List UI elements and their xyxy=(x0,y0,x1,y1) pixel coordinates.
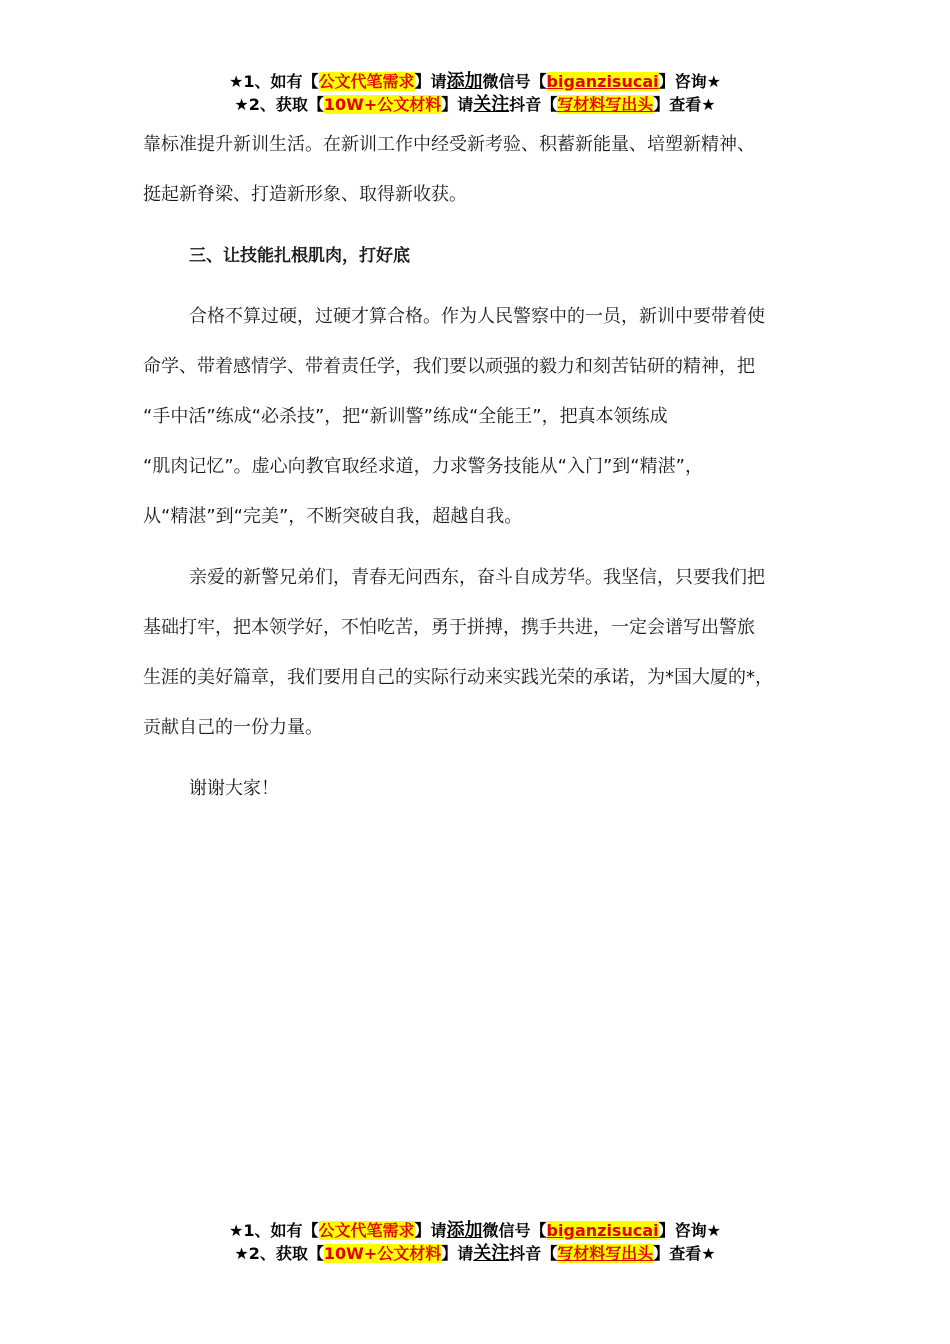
paragraph-line: 贡献自己的一份力量。 xyxy=(143,717,323,738)
banner-text: 】请 xyxy=(441,95,474,114)
header-banner xyxy=(0,70,950,116)
banner-line-2 xyxy=(0,93,950,116)
banner-text: 抖音【 xyxy=(509,95,558,114)
paragraph-line: 挺起新脊梁、打造新形象、取得新收获。 xyxy=(143,184,467,205)
banner-wechat-id: biganzisucai xyxy=(546,72,659,91)
paragraph-line: 亲爱的新警兄弟们，青春无问西东，奋斗自成芳华。我坚信，只要我们把 xyxy=(189,567,765,588)
banner-text: 】请 xyxy=(441,1244,474,1263)
banner-text: 】请 xyxy=(414,1221,447,1240)
banner-highlight: 10W+公文材料 xyxy=(323,1244,442,1263)
banner-text: ★2、获取【 xyxy=(234,1244,324,1263)
banner-text: ★1、如有【 xyxy=(229,72,319,91)
paragraph-line: 从“精湛”到“完美”，不断突破自我，超越自我。 xyxy=(143,506,523,527)
banner-text: 】查看★ xyxy=(653,1244,716,1263)
banner-text: ★1、如有【 xyxy=(229,1221,319,1240)
paragraph-line: 命学、带着感情学、带着责任学，我们要以顽强的毅力和刻苦钻研的精神，把 xyxy=(143,356,755,377)
banner-text: 微信号【 xyxy=(482,1221,547,1240)
banner-text: 抖音【 xyxy=(509,1244,558,1263)
banner-emphasis: 添加 xyxy=(446,1220,483,1241)
banner-highlight: 公文代笔需求 xyxy=(318,1221,415,1240)
banner-text: ★2、获取【 xyxy=(234,95,324,114)
banner-text: 】咨询★ xyxy=(658,72,721,91)
banner-text: 】查看★ xyxy=(653,95,716,114)
banner-emphasis: 添加 xyxy=(446,71,483,92)
paragraph-line: 靠标准提升新训生活。在新训工作中经受新考验、积蓄新能量、培塑新精神、 xyxy=(143,134,755,155)
section-heading: 三、让技能扎根肌肉，打好底 xyxy=(189,246,410,266)
banner-text: 微信号【 xyxy=(482,72,547,91)
paragraph-line: 生涯的美好篇章，我们要用自己的实际行动来实践光荣的承诺，为*国大厦的*， xyxy=(143,667,773,688)
banner-wechat-id: biganzisucai xyxy=(546,1221,659,1240)
banner-text: 】请 xyxy=(414,72,447,91)
banner-highlight: 公文代笔需求 xyxy=(318,72,415,91)
paragraph-line: “手中活”练成“必杀技”，把“新训警”练成“全能王”，把真本领练成 xyxy=(143,406,668,427)
paragraph-line: 合格不算过硬，过硬才算合格。作为人民警察中的一员，新训中要带着使 xyxy=(189,306,765,327)
banner-emphasis: 关注 xyxy=(473,1243,510,1264)
banner-line-1 xyxy=(0,70,950,93)
banner-highlight: 10W+公文材料 xyxy=(323,95,442,114)
closing-line: 谢谢大家！ xyxy=(189,778,279,799)
paragraph-line: 基础打牢，把本领学好，不怕吃苦，勇于拼搏，携手共进，一定会谱写出警旅 xyxy=(143,617,755,638)
footer-banner xyxy=(0,1219,950,1265)
banner-line-2 xyxy=(0,1242,950,1265)
banner-text: 】咨询★ xyxy=(658,1221,721,1240)
banner-douyin-id: 写材料写出头 xyxy=(557,95,654,114)
banner-emphasis: 关注 xyxy=(473,94,510,115)
banner-douyin-id: 写材料写出头 xyxy=(557,1244,654,1263)
banner-line-1 xyxy=(0,1219,950,1242)
paragraph-line: “肌肉记忆”。虚心向教官取经求道，力求警务技能从“入门”到“精湛”， xyxy=(143,456,703,477)
